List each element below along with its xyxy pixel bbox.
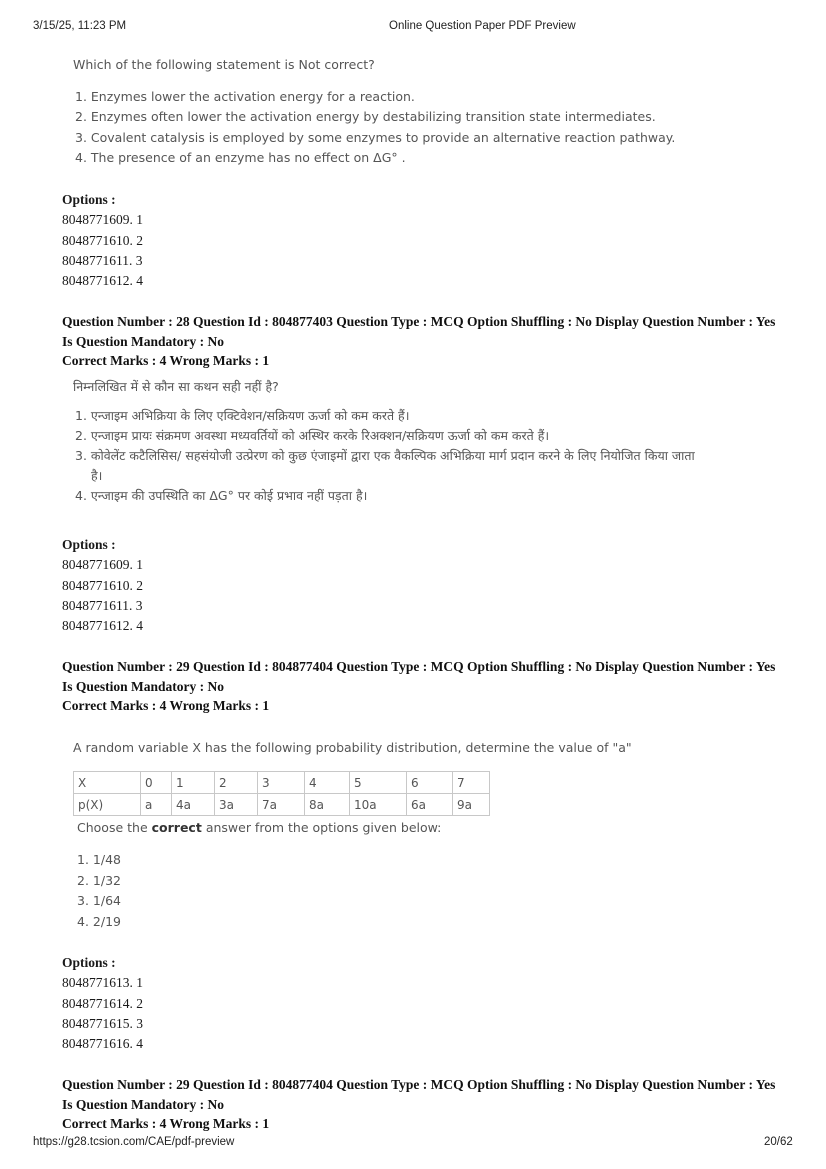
statement-4: 4. एन्जाइम की उपस्थिति का ΔG° पर कोई प्रभाव नहीं पड़ता है। (75, 488, 368, 503)
question-meta-q28 (62, 312, 782, 371)
question-image-q28 (73, 377, 695, 506)
options-block-q29 (62, 953, 143, 1054)
table-cell: 1 (172, 772, 215, 794)
option-item: 8048771612. 4 (62, 618, 143, 634)
probability-table (73, 771, 490, 816)
options-block-q28 (62, 535, 143, 636)
answer-choice: 2. 1/32 (77, 872, 121, 888)
option-item: 8048771609. 1 (62, 557, 143, 573)
answer-choice: 1. 1/48 (77, 852, 121, 867)
options-block-q27 (62, 190, 143, 291)
table-cell: 4 (305, 772, 350, 794)
page-url: https://g28.tcsion.com/CAE/pdf-preview (33, 1136, 235, 1148)
table-cell: 6a (407, 794, 453, 816)
answer-instruction (77, 818, 441, 839)
options-label: Options : (62, 192, 116, 207)
option-item: 8048771614. 2 (62, 995, 143, 1011)
statement-3: 3. कोवेलेंट कटैलिसिस/ सहसंयोजी उत्प्रेरण को कुछ एंजाइमों द्वारा एक वैकल्पिक अभिक्रिया मार्ग प्रदान करने के लिए नियोजित किया जाता (75, 448, 695, 463)
statement-4: 4. The presence of an enzyme has no effect on ΔG° . (75, 150, 406, 165)
option-item: 8048771611. 3 (62, 252, 143, 268)
option-item: 8048771613. 1 (62, 975, 143, 991)
option-item: 8048771615. 3 (62, 1015, 143, 1031)
question-image-q29 (73, 738, 632, 759)
answer-choice: 3. 1/64 (77, 893, 121, 908)
marks-line: Correct Marks : 4 Wrong Marks : 1 (62, 698, 270, 713)
option-item: 8048771610. 2 (62, 232, 143, 248)
table-cell: 7 (453, 772, 490, 794)
table-cell: 9a (453, 794, 490, 816)
option-item: 8048771610. 2 (62, 577, 143, 593)
table-cell: 6 (407, 772, 453, 794)
print-datetime: 3/15/25, 11:23 PM (33, 20, 127, 32)
option-item: 8048771612. 4 (62, 273, 143, 289)
table-cell: 2 (215, 772, 258, 794)
marks-line: Correct Marks : 4 Wrong Marks : 1 (62, 353, 270, 368)
table-row (74, 794, 490, 816)
table-cell: 7a (258, 794, 305, 816)
instruction-emphasis: correct (151, 820, 202, 835)
statement-1: 1. एन्जाइम अभिक्रिया के लिए एक्टिवेशन/सक्रियण ऊर्जा को कम करते हैं। (75, 408, 410, 423)
question-text: Which of the following statement is Not correct? (73, 57, 375, 72)
mandatory-line: Is Question Mandatory : No (62, 678, 225, 694)
statement-2: 2. Enzymes often lower the activation energy by destabilizing transition state intermediates. (75, 109, 656, 124)
statement-3: 3. Covalent catalysis is employed by some enzymes to provide an alternative reaction pathway. (75, 129, 676, 145)
table-cell: 8a (305, 794, 350, 816)
statement-2: 2. एन्जाइम प्रायः संक्रमण अवस्था मध्यवर्तियों को अस्थिर करके रिअक्शन/सक्रियण ऊर्जा को कम करते हैं। (75, 428, 550, 443)
option-item: 8048771611. 3 (62, 597, 143, 613)
table-row (74, 772, 490, 794)
question-meta-line: Question Number : 28 Question Id : 804877403 Question Type : MCQ Option Shuffling : No Display Question Number : Yes (62, 314, 776, 329)
option-item: 8048771616. 4 (62, 1036, 143, 1052)
table-cell: X (74, 772, 141, 794)
statement-1: 1. Enzymes lower the activation energy for a reaction. (75, 88, 415, 104)
question-meta-q29 (62, 657, 782, 716)
table-cell: 3 (258, 772, 305, 794)
instruction-suffix: answer from the options given below: (205, 820, 442, 835)
table-cell: 4a (172, 794, 215, 816)
question-meta-line: Question Number : 29 Question Id : 804877404 Question Type : MCQ Option Shuffling : No Display Question Number : Yes (62, 1077, 776, 1092)
table-cell: p(X) (74, 794, 141, 816)
mandatory-line: Is Question Mandatory : No (62, 333, 225, 349)
question-text: A random variable X has the following probability distribution, determine the value of "a" (73, 740, 632, 755)
statement-3-continued: है। (91, 468, 103, 483)
option-item: 8048771609. 1 (62, 212, 143, 228)
mandatory-line: Is Question Mandatory : No (62, 1096, 225, 1112)
table-cell: 10a (350, 794, 407, 816)
answer-choice: 4. 2/19 (77, 913, 121, 929)
answer-choices-q29 (77, 850, 121, 932)
question-text-hindi: निम्नलिखित में से कौन सा कथन सही नहीं है? (73, 379, 279, 394)
page-number: 20/62 (764, 1136, 793, 1148)
instruction-prefix: Choose the (77, 820, 148, 835)
table-cell: a (141, 794, 172, 816)
table-cell: 0 (141, 772, 172, 794)
question-image-q27 (73, 55, 675, 169)
marks-line: Correct Marks : 4 Wrong Marks : 1 (62, 1116, 270, 1131)
page-header-title: Online Question Paper PDF Preview (389, 20, 576, 32)
options-label: Options : (62, 955, 116, 970)
options-label: Options : (62, 537, 116, 552)
table-cell: 3a (215, 794, 258, 816)
question-meta-q29-repeat (62, 1075, 782, 1134)
question-meta-line: Question Number : 29 Question Id : 804877404 Question Type : MCQ Option Shuffling : No Display Question Number : Yes (62, 659, 776, 674)
table-cell: 5 (350, 772, 407, 794)
